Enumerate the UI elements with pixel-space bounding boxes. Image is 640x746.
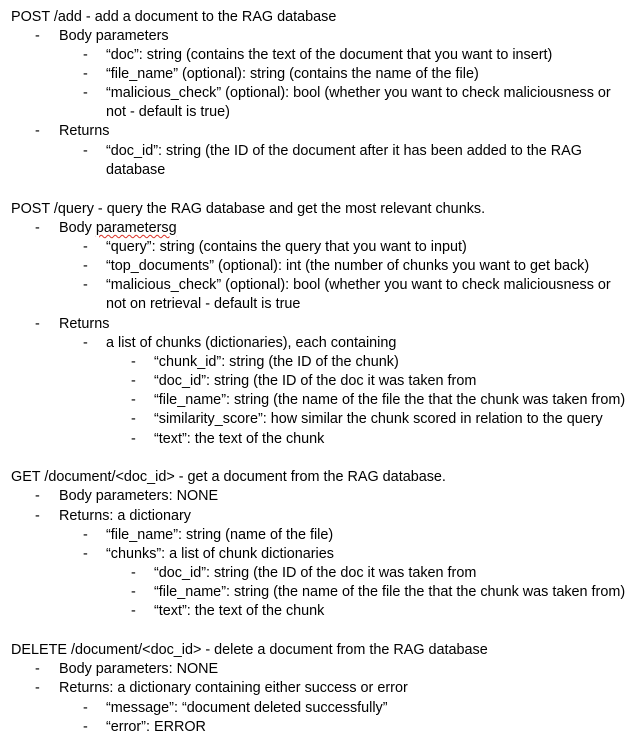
query-chunk-field: “file_name”: string (the name of the file the that the chunk was taken from) [154, 392, 626, 408]
add-body-label: Body parameters [59, 28, 169, 44]
bullet-dash: - [35, 316, 40, 332]
get-chunk-field: “text”: the text of the chunk [154, 603, 325, 619]
get-chunk-field: “doc_id”: string (the ID of the doc it was taken from [154, 565, 477, 581]
bullet-dash: - [131, 411, 136, 427]
add-returns-item: “doc_id”: string (the ID of the document after it has been added to the RAG [106, 143, 582, 159]
delete-endpoint-heading: DELETE /document/<doc_id> - delete a document from the RAG database [11, 642, 488, 658]
add-body-item: “malicious_check” (optional): bool (whether you want to check maliciousness or [106, 85, 611, 101]
query-body-item: “query”: string (contains the query that you want to input) [106, 239, 467, 255]
query-endpoint-heading: POST /query - query the RAG database and get the most relevant chunks. [11, 201, 486, 217]
spellcheck-flagged-word[interactable]: parametersg [95, 220, 177, 236]
query-body-item-continued: not on retrieval - default is true [106, 296, 301, 312]
get-endpoint-heading: GET /document/<doc_id> - get a document from the RAG database. [11, 469, 446, 485]
bullet-dash: - [83, 47, 88, 63]
bullet-dash: - [131, 354, 136, 370]
bullet-dash: - [83, 527, 88, 543]
get-returns-item: “chunks”: a list of chunk dictionaries [106, 546, 334, 562]
bullet-dash: - [83, 258, 88, 274]
add-body-item: “doc”: string (contains the text of the document that you want to insert) [106, 47, 553, 63]
bullet-dash: - [131, 603, 136, 619]
query-returns-label: Returns [59, 316, 110, 332]
bullet-dash: - [35, 661, 40, 677]
bullet-dash: - [131, 373, 136, 389]
query-chunk-field: “doc_id”: string (the ID of the doc it was taken from [154, 373, 477, 389]
get-body-label: Body parameters: NONE [59, 488, 219, 504]
get-chunk-field: “file_name”: string (the name of the file the that the chunk was taken from) [154, 584, 626, 600]
query-body-label [59, 219, 177, 238]
query-returns-item: a list of chunks (dictionaries), each containing [106, 335, 397, 351]
delete-body-label: Body parameters: NONE [59, 661, 219, 677]
add-returns-item-continued: database [106, 162, 166, 178]
get-returns-label: Returns: a dictionary [59, 508, 191, 524]
bullet-dash: - [83, 85, 88, 101]
bullet-dash: - [131, 431, 136, 447]
add-returns-label: Returns [59, 123, 110, 139]
add-body-item-continued: not - default is true) [106, 104, 230, 120]
bullet-dash: - [83, 700, 88, 716]
query-chunk-field: “text”: the text of the chunk [154, 431, 325, 447]
add-body-item: “file_name” (optional): string (contains the name of the file) [106, 66, 479, 82]
bullet-dash: - [83, 143, 88, 159]
bullet-dash: - [35, 508, 40, 524]
delete-returns-item: “message”: “document deleted successfully” [106, 700, 388, 716]
query-chunk-field: “similarity_score”: how similar the chunk scored in relation to the query [154, 411, 603, 427]
query-body-item: “malicious_check” (optional): bool (whether you want to check maliciousness or [106, 277, 611, 293]
bullet-dash: - [35, 28, 40, 44]
bullet-dash: - [83, 719, 88, 735]
bullet-dash: - [83, 546, 88, 562]
delete-returns-label: Returns: a dictionary containing either success or error [59, 680, 408, 696]
query-body-label-prefix: Body [59, 220, 96, 236]
bullet-dash: - [131, 584, 136, 600]
bullet-dash: - [83, 66, 88, 82]
bullet-dash: - [35, 220, 40, 236]
bullet-dash: - [35, 123, 40, 139]
bullet-dash: - [131, 392, 136, 408]
bullet-dash: - [83, 335, 88, 351]
query-chunk-field: “chunk_id”: string (the ID of the chunk) [154, 354, 399, 370]
bullet-dash: - [83, 277, 88, 293]
bullet-dash: - [131, 565, 136, 581]
delete-returns-item: “error”: ERROR [106, 719, 206, 735]
add-endpoint-heading: POST /add - add a document to the RAG database [11, 9, 337, 25]
bullet-dash: - [35, 488, 40, 504]
bullet-dash: - [83, 239, 88, 255]
get-returns-item: “file_name”: string (name of the file) [106, 527, 334, 543]
query-body-item: “top_documents” (optional): int (the number of chunks you want to get back) [106, 258, 590, 274]
bullet-dash: - [35, 680, 40, 696]
